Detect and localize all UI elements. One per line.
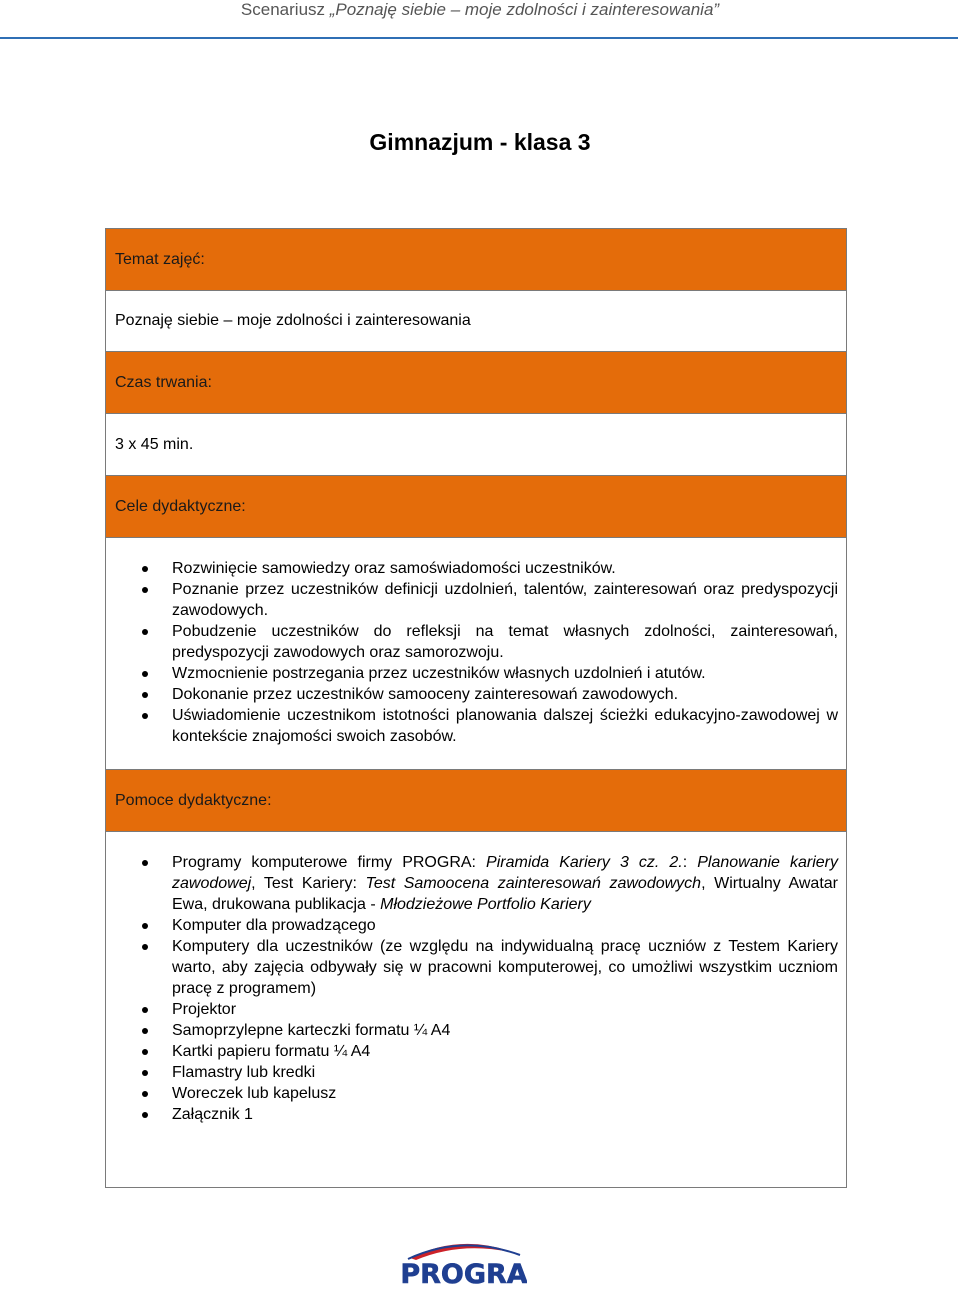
aids-title: Piramida Kariery 3 cz. 2. (486, 854, 683, 871)
topic-value: Poznaję siebie – moje zdolności i zainteresowania (115, 312, 471, 329)
duration-row (106, 414, 846, 476)
header-prefix: Scenariusz (240, 0, 330, 19)
duration-label: Czas trwania: (115, 373, 212, 391)
document-title: Gimnazjum - klasa 3 (369, 129, 591, 155)
aids-title: Młodzieżowe Portfolio Kariery (380, 896, 591, 913)
list-item: Dokonanie przez uczestników samooceny zainteresowań zawodowych. (172, 684, 838, 705)
list-item: Wzmocnienie postrzegania przez uczestników własnych uzdolnień i atutów. (172, 663, 838, 684)
aids-text: : (682, 854, 698, 871)
aids-text: , Wirtualny Awatar Ewa, drukowana publikacja - (172, 875, 839, 913)
page-header (0, 0, 960, 38)
goals-label: Cele dydaktyczne: (115, 497, 246, 515)
list-item: Samoprzylepne karteczki formatu ¼ A4 (172, 1020, 838, 1041)
progra-logo (402, 1238, 527, 1290)
duration-value: 3 x 45 min. (115, 435, 194, 453)
aids-list (106, 852, 846, 1125)
list-item: Flamastry lub kredki (172, 1062, 838, 1083)
goals-list (106, 558, 846, 747)
lesson-table (105, 228, 847, 1188)
header-title: „Poznaję siebie – moje zdolności i zainteresowania” (329, 0, 720, 19)
list-item: Komputery dla uczestników (ze względu na indywidualną pracę uczniów z Testem Kariery warto, aby zajęcia odbywały się w pracowni komputerowej, co umożliwi wszystkim uczniom pracę z programem) (172, 938, 838, 997)
aids-row (106, 832, 846, 1187)
progra-logo-graphic (402, 1238, 527, 1290)
aids-title: Planowanie kariery zawodowej (172, 854, 838, 892)
logo-text: PROGRA (402, 1259, 527, 1290)
aids-text: Programy komputerowe firmy PROGRA: (172, 854, 487, 871)
goals-header (106, 476, 846, 538)
aids-header (106, 770, 846, 832)
goals-row (106, 538, 846, 770)
aids-title: Test Samoocena zainteresowań zawodowych (365, 875, 702, 892)
duration-header (106, 352, 846, 414)
list-item: Woreczek lub kapelusz (172, 1083, 838, 1104)
list-item: Uświadomienie uczestnikom istotności planowania dalszej ścieżki edukacyjno-zawodowej w kontekście znajomości swoich zasobów. (172, 707, 838, 745)
list-item: Pobudzenie uczestników do refleksji na temat własnych zdolności, zainteresowań, predyspozycji zawodowych oraz samorozwoju. (172, 623, 838, 661)
list-item: Projektor (172, 999, 838, 1020)
aids-label: Pomoce dydaktyczne: (115, 791, 272, 809)
list-item: Poznanie przez uczestników definicji uzdolnień, talentów, zainteresowań oraz predyspozycji zawodowych. (172, 581, 838, 619)
list-item: Komputer dla prowadzącego (172, 915, 838, 936)
topic-row (106, 291, 846, 352)
list-item (172, 852, 838, 915)
aids-text: , Test Kariery: (251, 875, 366, 892)
list-item: Rozwinięcie samowiedzy oraz samoświadomości uczestników. (172, 558, 838, 579)
topic-header (106, 229, 846, 291)
list-item: Kartki papieru formatu ¼ A4 (172, 1041, 838, 1062)
header-divider (0, 37, 958, 39)
list-item: Załącznik 1 (172, 1104, 838, 1125)
topic-label: Temat zajęć: (115, 250, 205, 268)
header-text (0, 0, 960, 20)
